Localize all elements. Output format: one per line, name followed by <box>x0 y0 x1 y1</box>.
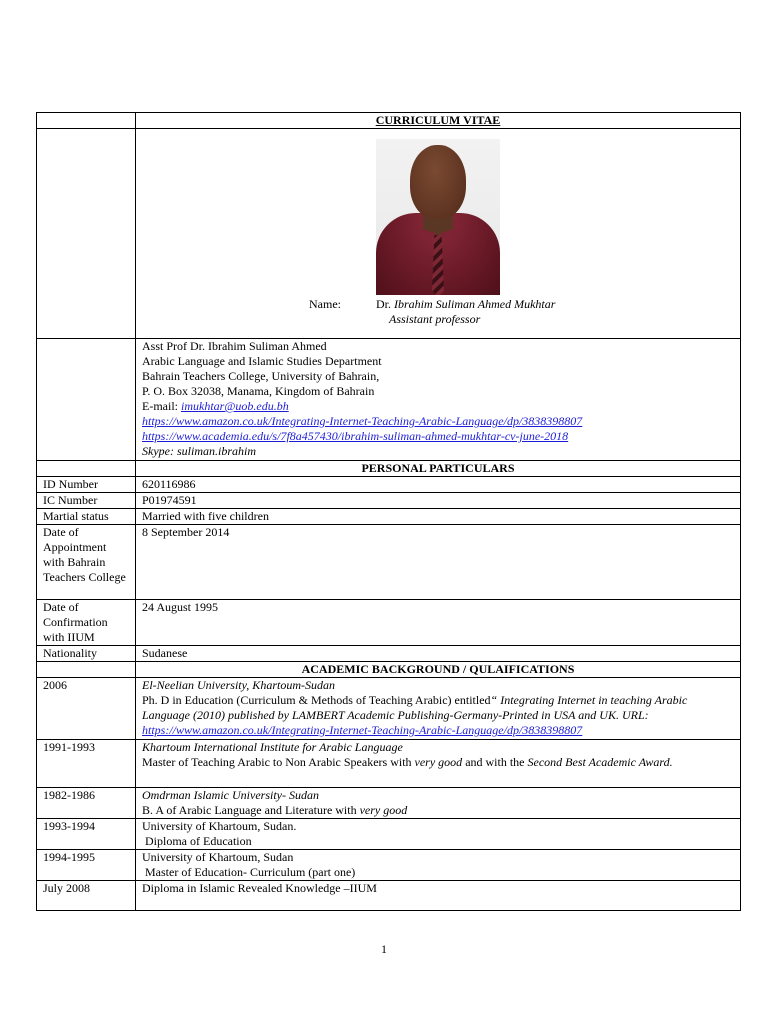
cv-table <box>36 112 741 911</box>
blank-cell <box>37 461 136 477</box>
qualification-cell <box>136 819 741 850</box>
qualification-text: Ph. D in Education (Curriculum & Methods of Teaching Arabic) entitled“ Integrating Internet in teaching Arabic Language (2010) published by LAMBERT Academic Publishing-Germany-Printed in USA and UK. URL: <box>142 693 688 722</box>
name-value: Dr. Ibrahim Suliman Ahmed Mukhtar <box>376 297 556 311</box>
year-cell: 2006 <box>37 678 136 740</box>
qualification-cell <box>136 678 741 740</box>
institution: Khartoum International Institute for Arabic Language <box>142 740 403 754</box>
row-value: 620116986 <box>136 477 741 493</box>
qualification-line: Master of Education- Curriculum (part one) <box>142 865 356 879</box>
year-cell: 1982-1986 <box>37 788 136 819</box>
year-cell: 1993-1994 <box>37 819 136 850</box>
qualification-text: B. A of Arabic Language and Literature with very good <box>142 803 408 817</box>
page-number: 1 <box>381 942 387 956</box>
row-value: 8 September 2014 <box>136 525 741 600</box>
photo-name-cell <box>136 129 741 339</box>
year-cell: July 2008 <box>37 881 136 911</box>
year-cell: 1994-1995 <box>37 850 136 881</box>
qualification-line: Diploma of Education <box>142 834 252 848</box>
contact-line: Asst Prof Dr. Ibrahim Suliman Ahmed <box>142 339 327 353</box>
profile-photo <box>376 139 500 295</box>
name-label: Name: <box>309 297 341 311</box>
contact-line: P. O. Box 32038, Manama, Kingdom of Bahrain <box>142 384 375 398</box>
skype-line: Skype: suliman.ibrahim <box>142 444 256 458</box>
contact-line: Bahrain Teachers College, University of Bahrain, <box>142 369 380 383</box>
qualification-line: Diploma in Islamic Revealed Knowledge –IIUM <box>142 881 377 895</box>
qualification-line: University of Khartoum, Sudan <box>142 850 294 864</box>
contact-cell <box>136 339 741 461</box>
row-label: Martial status <box>37 509 136 525</box>
qualification-cell <box>136 850 741 881</box>
blank-cell <box>37 113 136 129</box>
blank-cell <box>37 129 136 339</box>
institution: Omdrman Islamic University- Sudan <box>142 788 319 802</box>
qualification-text: Master of Teaching Arabic to Non Arabic Speakers with very good and with the Second Best Academic Award. <box>142 755 673 769</box>
qualification-cell <box>136 788 741 819</box>
row-label: Nationality <box>37 646 136 662</box>
cv-title: CURRICULUM VITAE <box>136 113 741 129</box>
row-value: 24 August 1995 <box>136 600 741 646</box>
publication-link[interactable]: https://www.amazon.co.uk/Integrating-Internet-Teaching-Arabic-Language/dp/3838398807 <box>142 723 583 737</box>
academia-link[interactable]: https://www.academia.edu/s/7f8a457430/ibrahim-suliman-ahmed-mukhtar-cv-june-2018 <box>142 429 569 443</box>
academic-heading: ACADEMIC BACKGROUND / QULAIFICATIONS <box>136 662 741 678</box>
qualification-cell <box>136 740 741 788</box>
email-line: E-mail: imukhtar@uob.edu.bh <box>142 399 289 413</box>
row-label: Date of Appointment with Bahrain Teachers College <box>37 525 136 600</box>
blank-cell <box>37 662 136 678</box>
position-title: Assistant professor <box>389 312 481 326</box>
institution: El-Neelian University, Khartoum-Sudan <box>142 678 335 692</box>
row-label: Date of Confirmation with IIUM <box>37 600 136 646</box>
row-label: IC Number <box>37 493 136 509</box>
year-cell: 1991-1993 <box>37 740 136 788</box>
row-value: P01974591 <box>136 493 741 509</box>
amazon-link[interactable]: https://www.amazon.co.uk/Integrating-Internet-Teaching-Arabic-Language/dp/3838398807 <box>142 414 583 428</box>
qualification-line: University of Khartoum, Sudan. <box>142 819 297 833</box>
row-value: Married with five children <box>136 509 741 525</box>
row-value: Sudanese <box>136 646 741 662</box>
blank-cell <box>37 339 136 461</box>
qualification-cell <box>136 881 741 911</box>
row-label: ID Number <box>37 477 136 493</box>
contact-line: Arabic Language and Islamic Studies Department <box>142 354 382 368</box>
personal-heading: PERSONAL PARTICULARS <box>136 461 741 477</box>
email-link[interactable]: imukhtar@uob.edu.bh <box>181 399 289 413</box>
